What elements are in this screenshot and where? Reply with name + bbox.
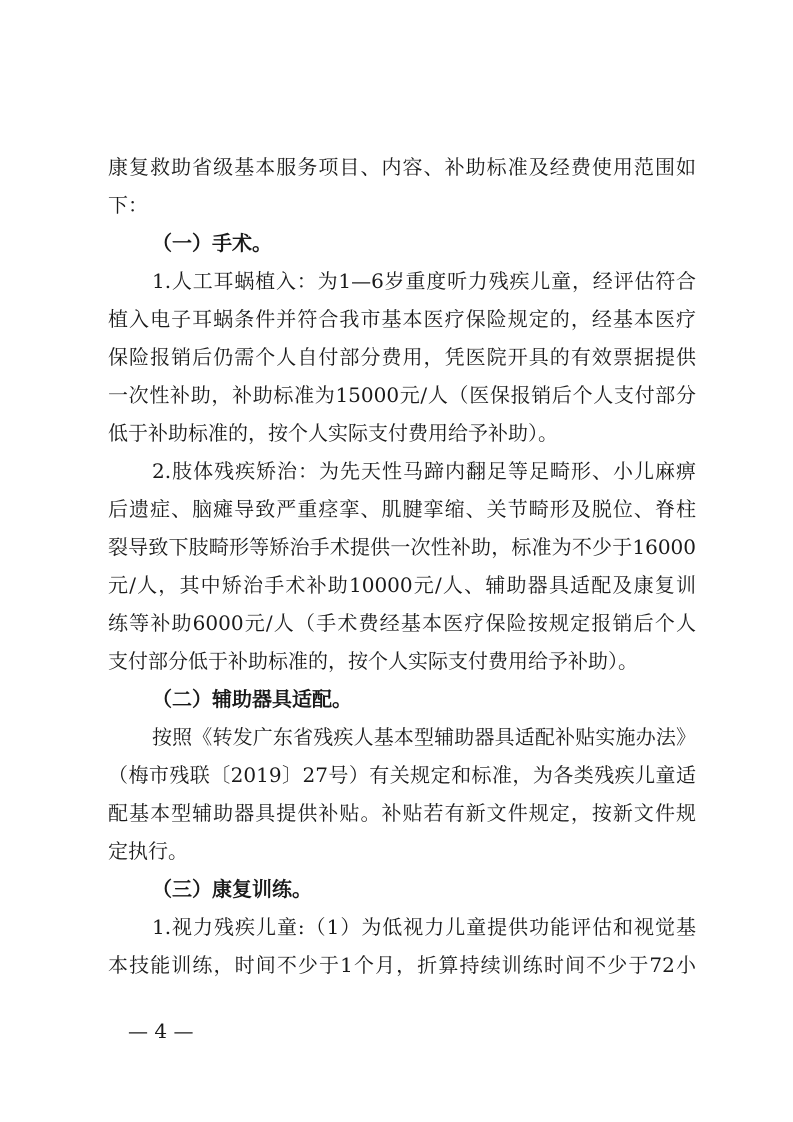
paragraph-line: 保险报销后仍需个人自付部分费用，凭医院开具的有效票据提供 (108, 345, 696, 369)
section-heading-assistive-devices: （二）辅助器具适配。 (152, 687, 352, 711)
paragraph-line: 配基本型辅助器具提供补贴。补贴若有新文件规定，按新文件规 (108, 801, 696, 825)
paragraph-line: 下： (108, 193, 148, 217)
paragraph-line: 按照《转发广东省残疾人基本型辅助器具适配补贴实施办法》 (152, 725, 696, 749)
paragraph-line: 1.人工耳蜗植入：为1—6岁重度听力残疾儿童，经评估符合 (152, 269, 696, 293)
document-body (108, 148, 696, 984)
paragraph-line: 1.视力残疾儿童:（1）为低视力儿童提供功能评估和视觉基 (152, 915, 696, 939)
paragraph-line: 定执行。 (108, 839, 188, 863)
paragraph-line: （梅市残联〔2019〕27号）有关规定和标准，为各类残疾儿童适 (108, 763, 696, 787)
paragraph-line: 本技能训练，时间不少于1个月，折算持续训练时间不少于72小 (108, 953, 696, 977)
page-number: — 4 — (128, 1019, 194, 1043)
paragraph-line: 后遗症、脑瘫导致严重痉挛、肌腱挛缩、关节畸形及脱位、脊柱 (108, 497, 696, 521)
paragraph-line: 一次性补助，补助标准为15000元/人（医保报销后个人支付部分 (108, 383, 696, 407)
paragraph-line: 低于补助标准的，按个人实际支付费用给予补助）。 (108, 421, 558, 445)
paragraph-line: 2.肢体残疾矫治：为先天性马蹄内翻足等足畸形、小儿麻痹 (152, 459, 696, 483)
paragraph-line: 元/人，其中矫治手术补助10000元/人、辅助器具适配及康复训 (108, 573, 696, 597)
paragraph-line: 支付部分低于补助标准的，按个人实际支付费用给予补助）。 (108, 649, 638, 673)
paragraph-line: 练等补助6000元/人（手术费经基本医疗保险按规定报销后个人 (108, 611, 696, 635)
section-heading-rehab-training: （三）康复训练。 (152, 877, 312, 901)
section-heading-surgery: （一）手术。 (152, 231, 272, 255)
paragraph-line: 植入电子耳蜗条件并符合我市基本医疗保险规定的，经基本医疗 (108, 307, 696, 331)
paragraph-line: 裂导致下肢畸形等矫治手术提供一次性补助，标准为不少于16000 (108, 535, 696, 559)
paragraph-line: 康复救助省级基本服务项目、内容、补助标准及经费使用范围如 (108, 155, 696, 179)
